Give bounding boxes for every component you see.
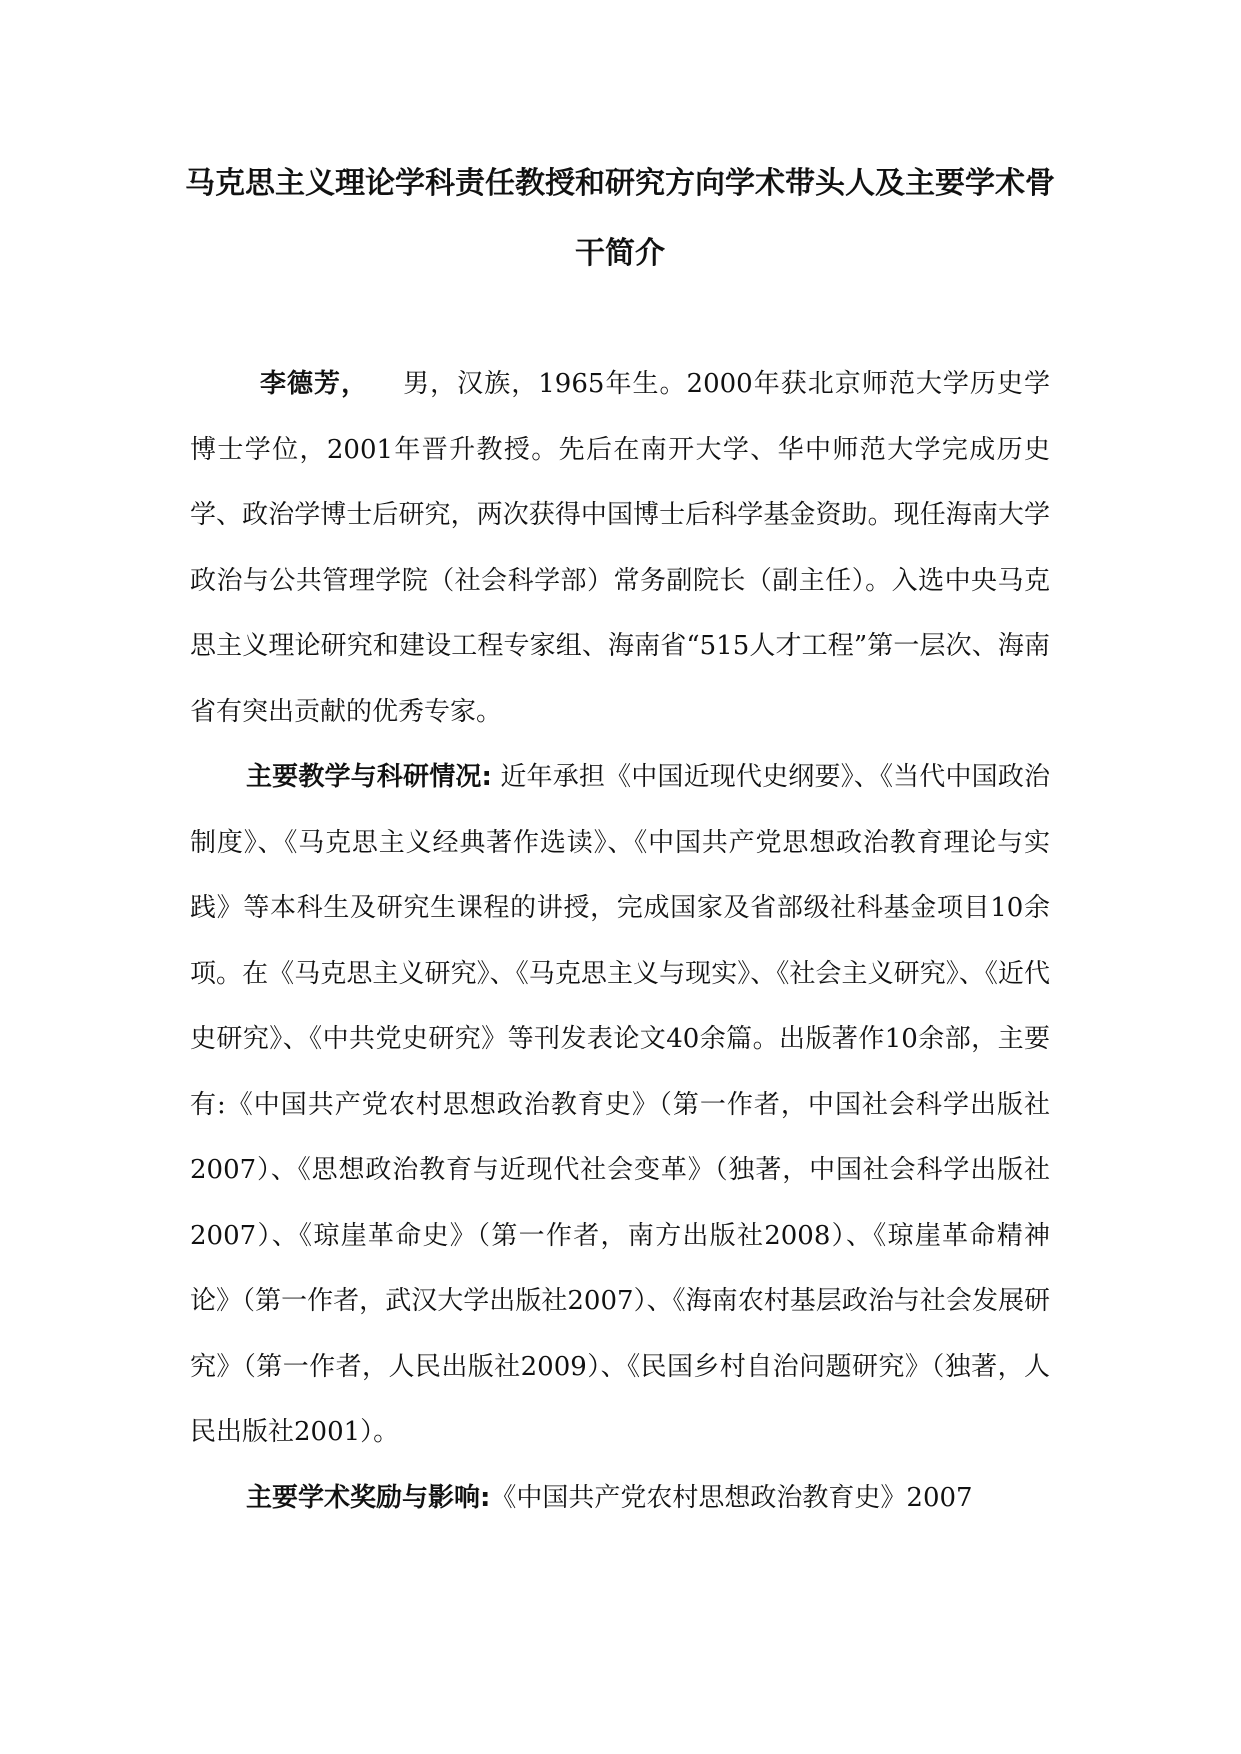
teaching-text: 近年承担《中国近现代史纲要》、《当代中国政治制度》、《马克思主义经典著作选读》、《中国共产党思想政治教育理论与实践》等本科生及研究生课程的讲授，完成国家及省部级社科基金项目10余项。在《马克思主义研究》、《马克思主义与现实》、《社会主义研究》、《近代史研究》、《中共党史研究》等刊发表论文40余篇。出版著作10余部，主要有:《中国共产党农村思想政治教育史》（第一作者，中国社会科学出版社2007）、《思想政治教育与近现代社会变革》（独著，中国社会科学出版社2007）、《琼崖革命史》（第一作者，南方出版社2008）、《琼崖革命精神论》（第一作者，武汉大学出版社2007）、《海南农村基层政治与社会发展研究》（第一作者，人民出版社2009）、《民国乡村自治问题研究》（独著，人民出版社2001）。 <box>190 762 1050 1447</box>
awards-text: 《中国共产党农村思想政治教育史》2007 <box>490 1482 973 1513</box>
profile-bio: 男，汉族，1965年生。2000年获北京师范大学历史学博士学位，2001年晋升教授。先后在南开大学、华中师范大学完成历史学、政治学博士后研究，两次获得中国博士后科学基金资助。现任海南大学政治与公共管理学院（社会科学部）常务副院长（副主任）。入选中央马克思主义理论研究和建设工程专家组、海南省“515人才工程”第一层次、海南省有突出贡献的优秀专家。 <box>190 369 1050 727</box>
page-title-line-1: 马克思主义理论学科责任教授和研究方向学术带头人及主要学术骨 <box>185 166 1055 201</box>
profile-paragraph <box>190 352 1050 745</box>
teaching-research-paragraph <box>190 745 1050 1466</box>
teaching-heading: 主要教学与科研情况: <box>246 762 492 792</box>
document-body <box>190 352 1050 1531</box>
awards-heading: 主要学术奖励与影响: <box>246 1482 491 1513</box>
person-name: 李德芳， <box>260 369 369 399</box>
page-title-line-2: 干简介 <box>575 236 665 271</box>
awards-paragraph <box>190 1466 1050 1532</box>
